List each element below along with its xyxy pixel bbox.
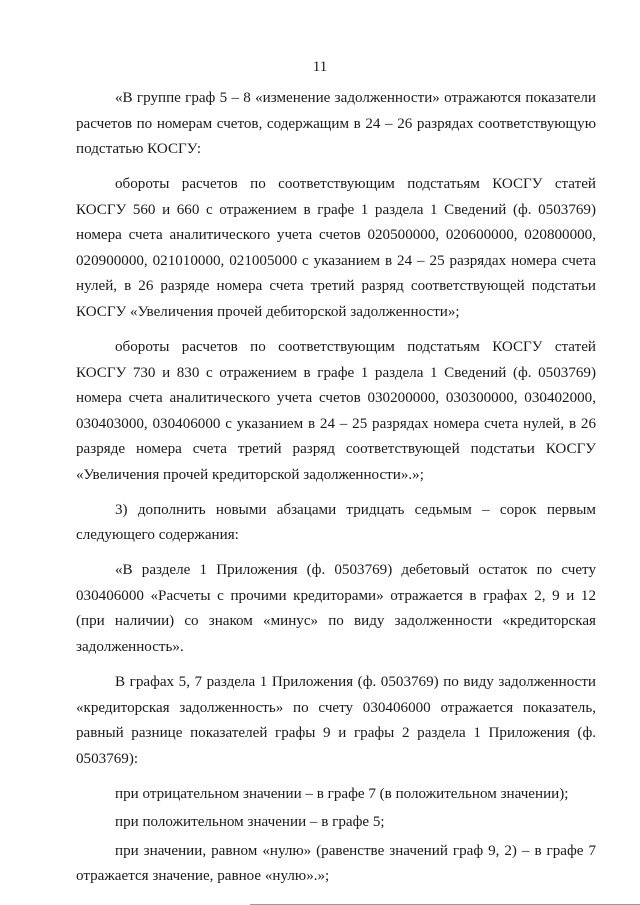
paragraph-kosgu-730-830: обороты расчетов по соответствующим подстатьям КОСГУ статей КОСГУ 730 и 830 с отражением в графе 1 раздела 1 Сведений (ф. 0503769) номера счета аналитического учета счетов 030200000, 030300000, 030402000, 030403000, 030406000 с указанием в 24 – 25 разрядах номера счета нулей, в 26 разряде номера счета третий разряд соответствующей подстатьи КОСГУ «Увеличения прочей кредиторской задолженности».»; [76, 338, 596, 483]
paragraph-columns-5-7: В графах 5, 7 раздела 1 Приложения (ф. 0503769) по виду задолженности «кредиторская задолженность» по счету 030406000 отражается показатель, равный разнице показателей графы 9 и графы 2 раздела 1 Приложения (ф. 0503769): [76, 673, 596, 767]
paragraph-zero-value: при значении, равном «нулю» (равенстве значений граф 9, 2) – в графе 7 отражается значение, равное «нулю».»; [76, 842, 596, 885]
document-body [76, 86, 596, 890]
paragraph-section-1-debit-balance: «В разделе 1 Приложения (ф. 0503769) дебетовый остаток по счету 030406000 «Расчеты с прочими кредиторами» отражается в графах 2, 9 и 12 (при наличии) со знаком «минус» по виду задолженности «кредиторская задолженность». [76, 562, 596, 656]
paragraph-amendment-3: 3) дополнить новыми абзацами тридцать седьмым – сорок первым следующего содержания: [76, 501, 596, 544]
paragraph-kosgu-560-660: обороты расчетов по соответствующим подстатьям КОСГУ статей КОСГУ 560 и 660 с отражением в графе 1 раздела 1 Сведений (ф. 0503769) номера счета аналитического учета счетов 020500000, 020600000, 020800000, 020900000, 021010000, 021005000 с указанием в 24 – 25 разрядах номера счета нулей, в 26 разряде номера счета третий разряд соответствующей подстатьи КОСГУ «Увеличения прочей дебиторской задолженности»; [76, 176, 596, 321]
paragraph-positive-value: при положительном значении – в графе 5; [115, 814, 385, 831]
paragraph-group-columns-5-8: «В группе граф 5 – 8 «изменение задолженности» отражаются показатели расчетов по номерам счетов, содержащим в 24 – 26 разрядах соответствующую подстатью КОСГУ: [76, 90, 596, 158]
page-number: 11 [312, 59, 328, 75]
paragraph-negative-value: при отрицательном значении – в графе 7 (в положительном значении); [115, 785, 569, 802]
